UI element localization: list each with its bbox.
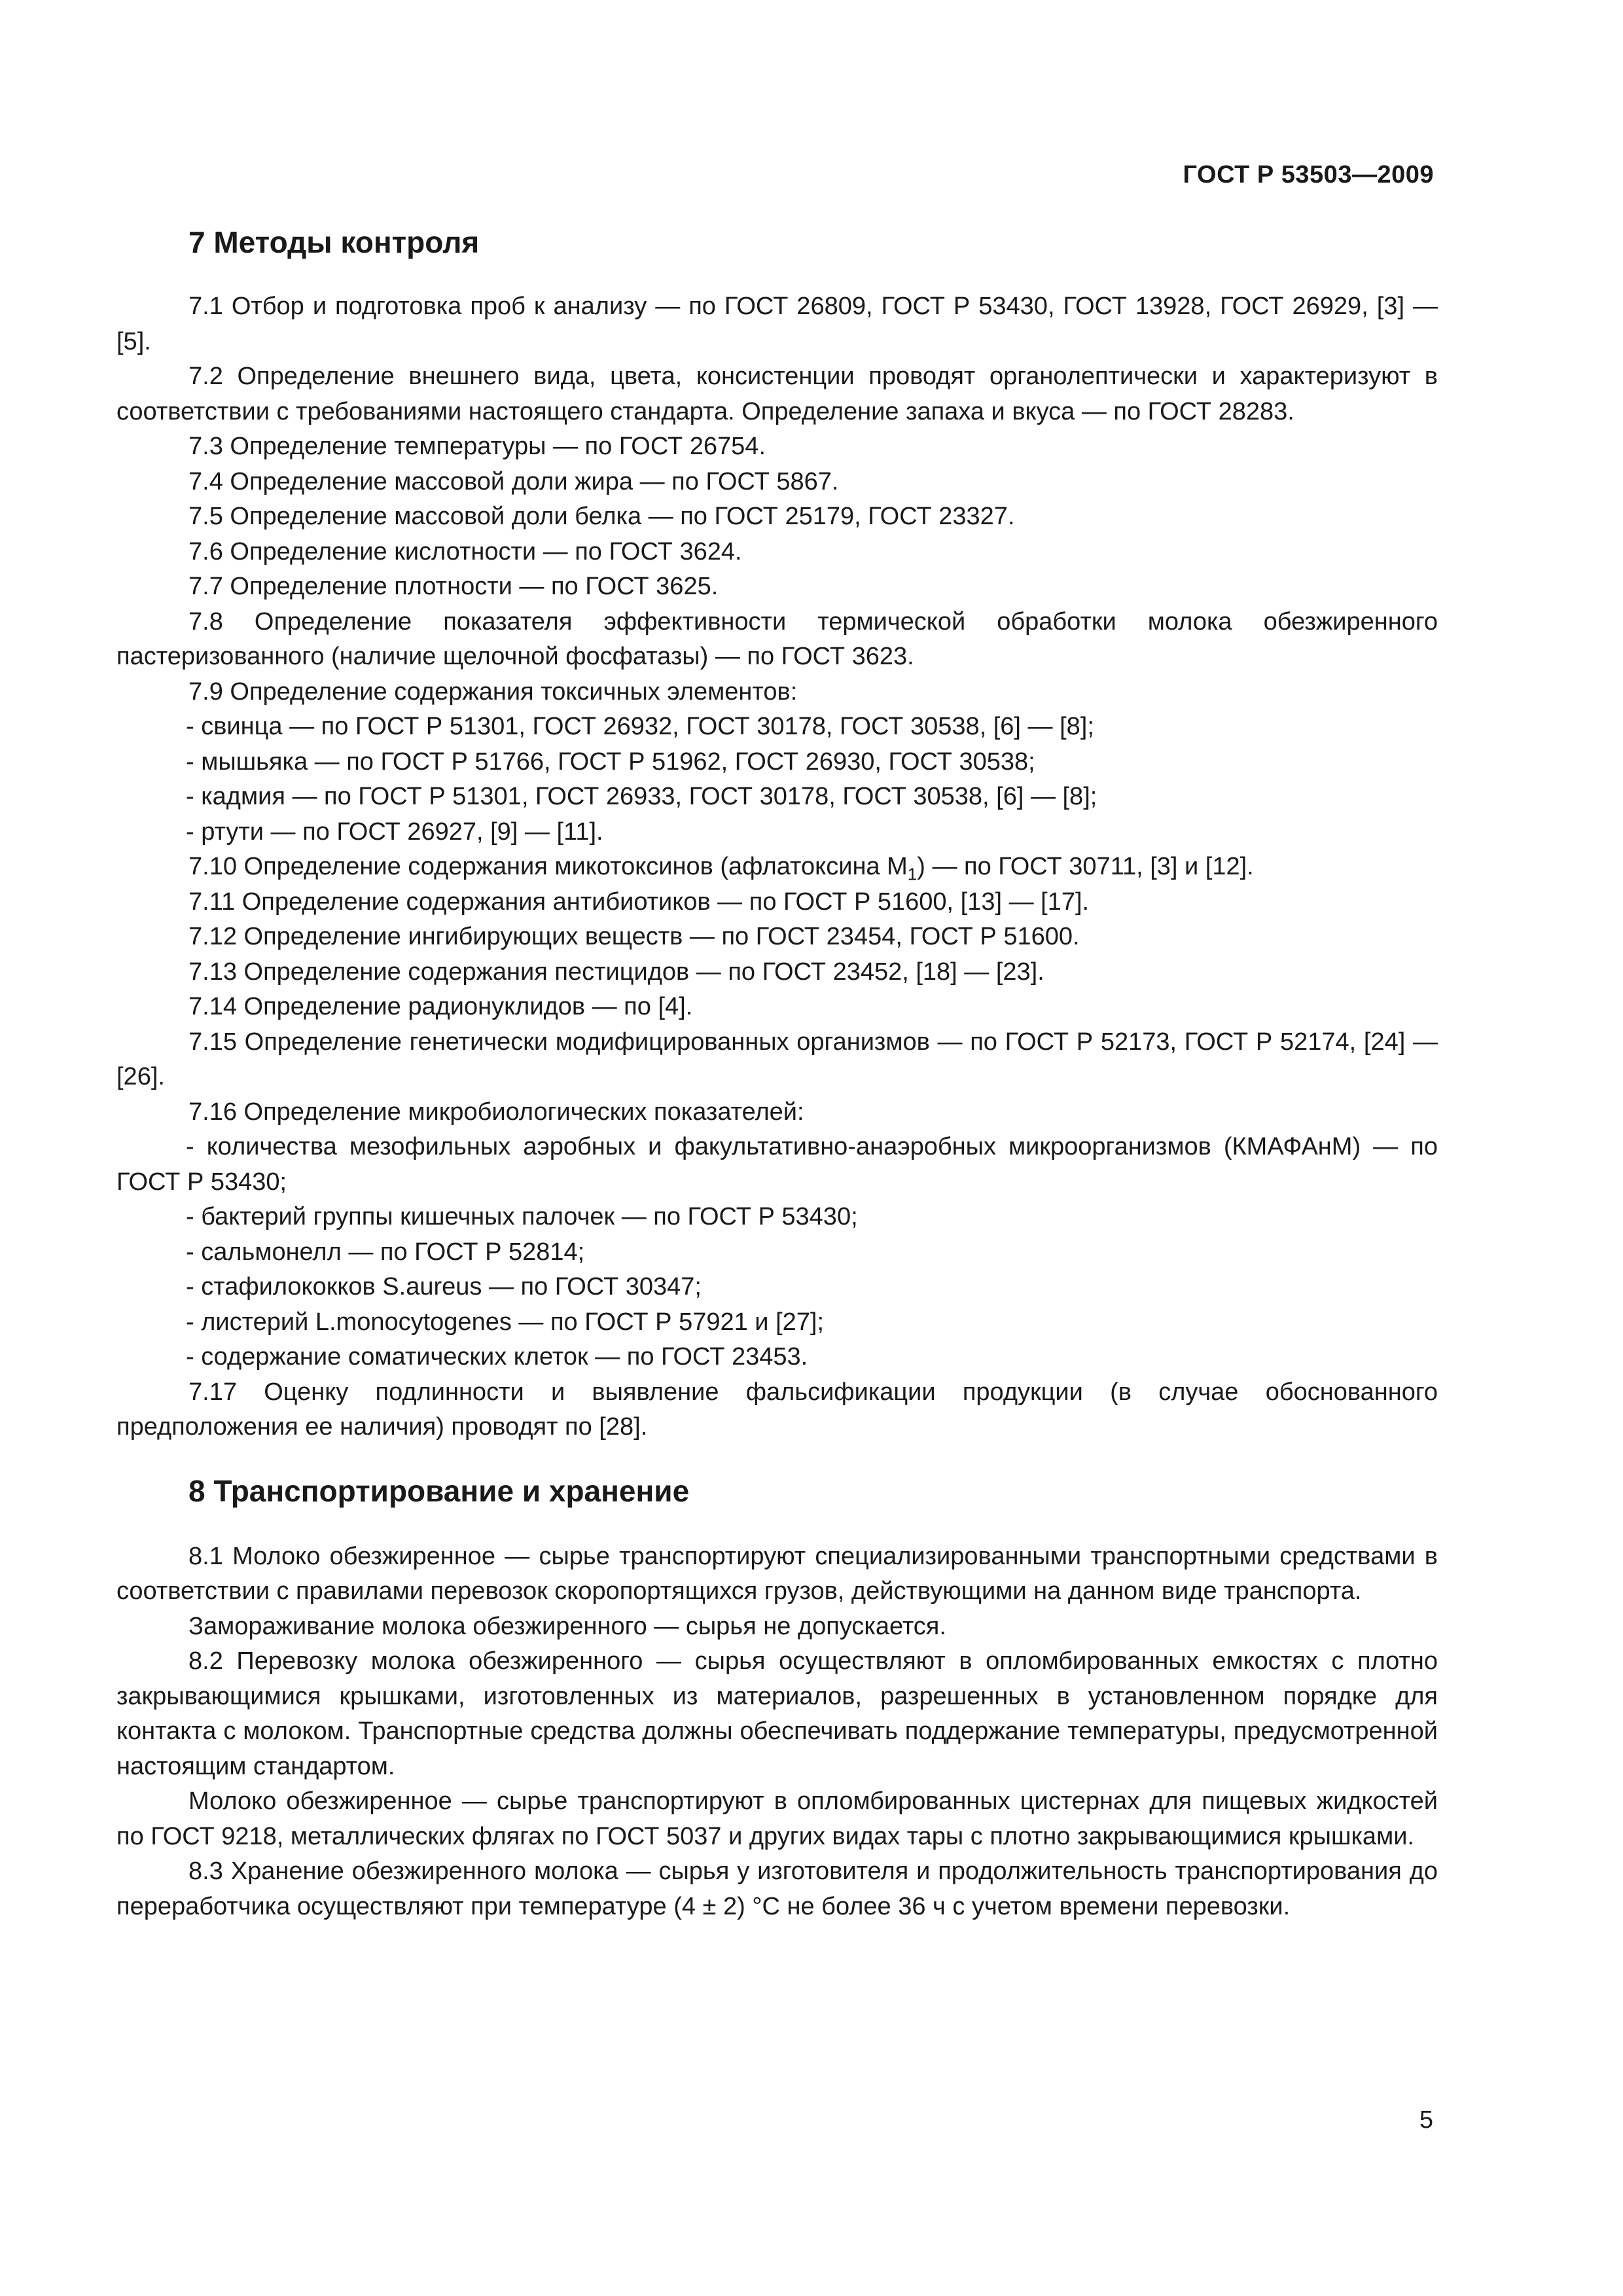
paragraph-7-1: 7.1 Отбор и подготовка проб к анализу — по ГОСТ 26809, ГОСТ Р 53430, ГОСТ 13928, ГОСТ 26929, [3] — [5]. <box>116 293 1438 355</box>
document-code: ГОСТ Р 53503—2009 <box>1183 161 1434 188</box>
paragraph-7-16: 7.16 Определение микробиологических показателей: <box>188 1098 804 1126</box>
list-item: - кадмия — по ГОСТ Р 51301, ГОСТ 26933, ГОСТ 30178, ГОСТ 30538, [6] — [8]; <box>186 783 1097 810</box>
paragraph-7-8: 7.8 Определение показателя эффективности термической обработки молока обезжиренного пастеризованного (наличие щелочной фосфатазы) — по ГОСТ 3623. <box>116 607 1438 670</box>
paragraph-7-3: 7.3 Определение температуры — по ГОСТ 26754. <box>188 433 766 460</box>
section-7-heading: 7 Методы контроля <box>188 225 480 259</box>
paragraph-8-3: 8.3 Хранение обезжиренного молока — сырья у изготовителя и продолжительность транспортирования до переработчика осуществляют при температуре (4 ± 2) °С не более 36 ч с учетом времени перевозки. <box>116 1857 1438 1920</box>
paragraph-8-1-note: Замораживание молока обезжиренного — сырья не допускается. <box>188 1612 946 1640</box>
list-item: - мышьяка — по ГОСТ Р 51766, ГОСТ Р 51962, ГОСТ 26930, ГОСТ 30538; <box>186 747 1035 776</box>
paragraph-8-1: 8.1 Молоко обезжиренное — сырье транспортируют специализированными транспортными средствами в соответствии с правилами перевозок скоропортящихся грузов, действующими на данном виде транспорта. <box>116 1542 1438 1605</box>
paragraph-7-9: 7.9 Определение содержания токсичных элементов: <box>188 677 798 706</box>
paragraph-8-2: 8.2 Перевозку молока обезжиренного — сырья осуществляют в опломбированных емкостях с плотно закрывающимися крышками, изготовленных из материалов, разрешенных в установленном порядке для контакта с молоком. Транспортные средства должны обеспечивать поддержание температуры, предусмотренной настоящим стандартом. <box>116 1647 1438 1780</box>
page-content <box>116 223 1438 1924</box>
list-item: - свинца — по ГОСТ Р 51301, ГОСТ 26932, ГОСТ 30178, ГОСТ 30538, [6] — [8]; <box>186 713 1094 740</box>
paragraph-7-17: 7.17 Оценку подлинности и выявление фальсификации продукции (в случае обоснованного предположения ее наличия) проводят по [28]. <box>116 1378 1438 1441</box>
section-8-heading: 8 Транспортирование и хранение <box>188 1473 690 1508</box>
paragraph-7-12: 7.12 Определение ингибирующих веществ — по ГОСТ 23454, ГОСТ Р 51600. <box>188 923 1080 950</box>
page-number: 5 <box>1419 2106 1433 2134</box>
list-item: - содержание соматических клеток — по ГОСТ 23453. <box>186 1343 808 1371</box>
subscript: 1 <box>907 864 918 884</box>
list-item: - листерий L.monocytogenes — по ГОСТ Р 57921 и [27]; <box>186 1308 825 1336</box>
paragraph-7-10 <box>116 850 1438 885</box>
paragraph-7-7: 7.7 Определение плотности — по ГОСТ 3625. <box>188 573 719 600</box>
list-item: - количества мезофильных аэробных и факультативно-анаэробных микроорганизмов (КМАФАнМ) — по ГОСТ Р 53430; <box>116 1133 1438 1196</box>
paragraph-7-14: 7.14 Определение радионуклидов — по [4]. <box>188 993 693 1020</box>
list-item: - стафилококков S.aureus — по ГОСТ 30347; <box>186 1273 702 1300</box>
paragraph-7-6: 7.6 Определение кислотности — по ГОСТ 3624. <box>188 537 742 565</box>
paragraph-7-4: 7.4 Определение массовой доли жира — по ГОСТ 5867. <box>188 467 839 495</box>
paragraph-7-2: 7.2 Определение внешнего вида, цвета, консистенции проводят органолептически и характеризуют в соответствии с требованиями настоящего стандарта. Определение запаха и вкуса — по ГОСТ 28283. <box>116 363 1438 425</box>
paragraph-7-10-text: 7.10 Определение содержания микотоксинов (афлатоксина М <box>188 853 908 880</box>
list-item: - сальмонелл — по ГОСТ Р 52814; <box>186 1238 585 1266</box>
paragraph-7-11: 7.11 Определение содержания антибиотиков — по ГОСТ Р 51600, [13] — [17]. <box>188 888 1090 916</box>
paragraph-7-10-text-end: ) — по ГОСТ 30711, [3] и [12]. <box>917 853 1254 880</box>
list-item: - ртути — по ГОСТ 26927, [9] — [11]. <box>186 817 603 846</box>
paragraph-7-15: 7.15 Определение генетически модифицированных организмов — по ГОСТ Р 52173, ГОСТ Р 52174, [24] — [26]. <box>116 1028 1438 1090</box>
paragraph-7-5: 7.5 Определение массовой доли белка — по ГОСТ 25179, ГОСТ 23327. <box>188 503 1015 530</box>
paragraph-8-2-note: Молоко обезжиренное — сырье транспортируют в опломбированных цистернах для пищевых жидкостей по ГОСТ 9218, металлических флягах по ГОСТ 5037 и других видах тары с плотно закрывающимися крышками. <box>116 1787 1438 1850</box>
list-item: - бактерий группы кишечных палочек — по ГОСТ Р 53430; <box>186 1203 858 1230</box>
paragraph-7-13: 7.13 Определение содержания пестицидов — по ГОСТ 23452, [18] — [23]. <box>188 958 1044 986</box>
